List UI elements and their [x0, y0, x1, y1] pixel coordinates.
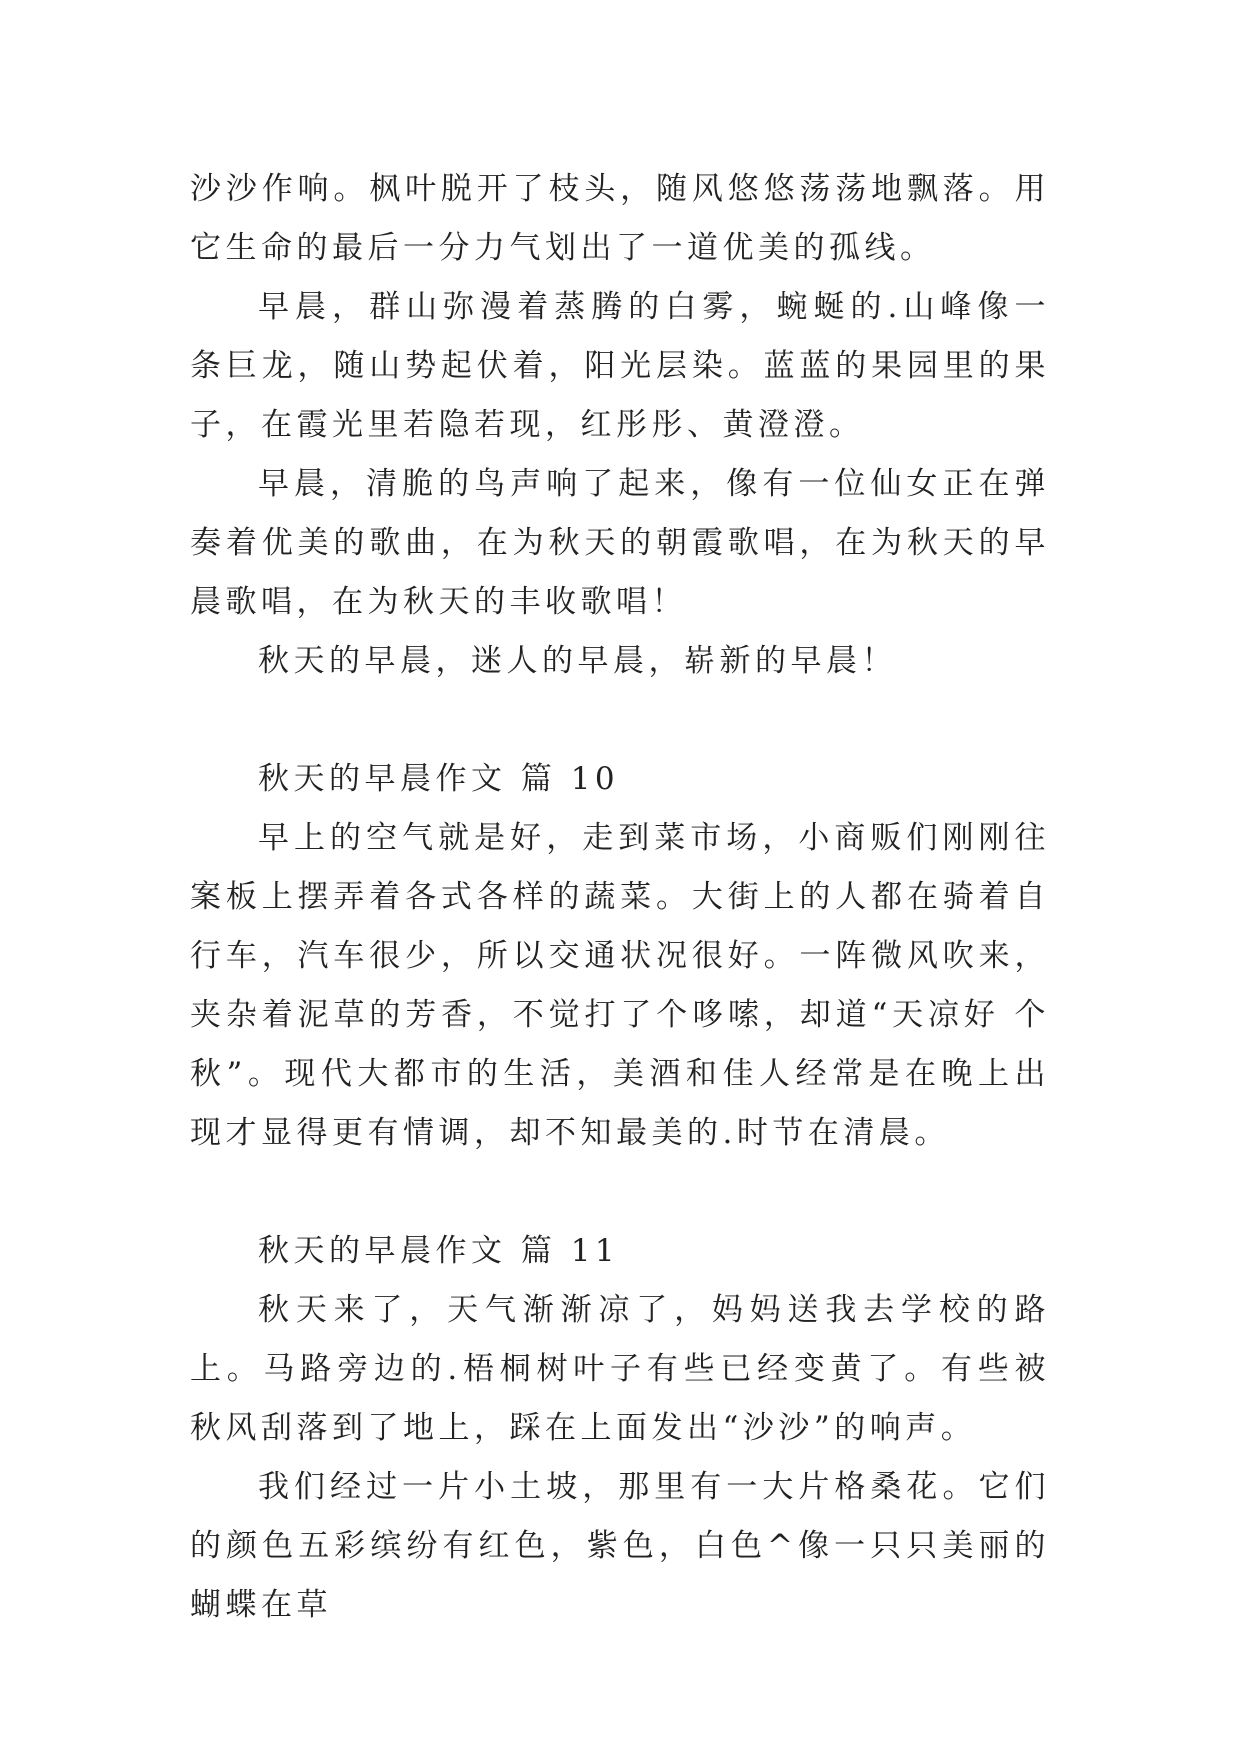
document-body — [190, 160, 1050, 1635]
section-spacer — [190, 1163, 1050, 1222]
paragraph-continued: 沙沙作响。枫叶脱开了枝头，随风悠悠荡荡地飘落。用它生命的最后一分力气划出了一道优美的孤线。 — [190, 171, 1050, 266]
section-heading-10: 秋天的早晨作文 篇 10 — [258, 761, 620, 797]
section-spacer — [190, 691, 1050, 750]
paragraph-section-11-first: 秋天来了，天气渐渐凉了，妈妈送我去学校的路上。马路旁边的.梧桐树叶子有些已经变黄了。有些被秋风刮落到了地上，踩在上面发出“沙沙”的响声。 — [190, 1292, 1050, 1446]
section-heading-11: 秋天的早晨作文 篇 11 — [258, 1233, 620, 1269]
paragraph-morning-mountains: 早晨，群山弥漫着蒸腾的白雾，蜿蜒的.山峰像一条巨龙，随山势起伏着，阳光层染。蓝蓝的果园里的果子，在霞光里若隐若现，红彤彤、黄澄澄。 — [190, 289, 1050, 443]
paragraph-morning-summary: 秋天的早晨，迷人的早晨，崭新的早晨！ — [258, 643, 897, 679]
paragraph-morning-birds: 早晨，清脆的鸟声响了起来，像有一位仙女正在弹奏着优美的歌曲，在为秋天的朝霞歌唱，在为秋天的早晨歌唱，在为秋天的丰收歌唱！ — [190, 466, 1050, 620]
paragraph-section-10: 早上的空气就是好，走到菜市场，小商贩们刚刚往案板上摆弄着各式各样的蔬菜。大街上的人都在骑着自行车，汽车很少，所以交通状况很好。一阵微风吹来，夹杂着泥草的芳香，不觉打了个哆嗦，却道“天凉好 个秋”。现代大都市的生活，美酒和佳人经常是在晚上出现才显得更有情调，却不知最美的.时节在清晨。 — [190, 820, 1050, 1151]
paragraph-section-11-second: 我们经过一片小土坡，那里有一大片格桑花。它们的颜色五彩缤纷有红色，紫色，白色^像一只只美丽的蝴蝶在草 — [190, 1469, 1050, 1623]
